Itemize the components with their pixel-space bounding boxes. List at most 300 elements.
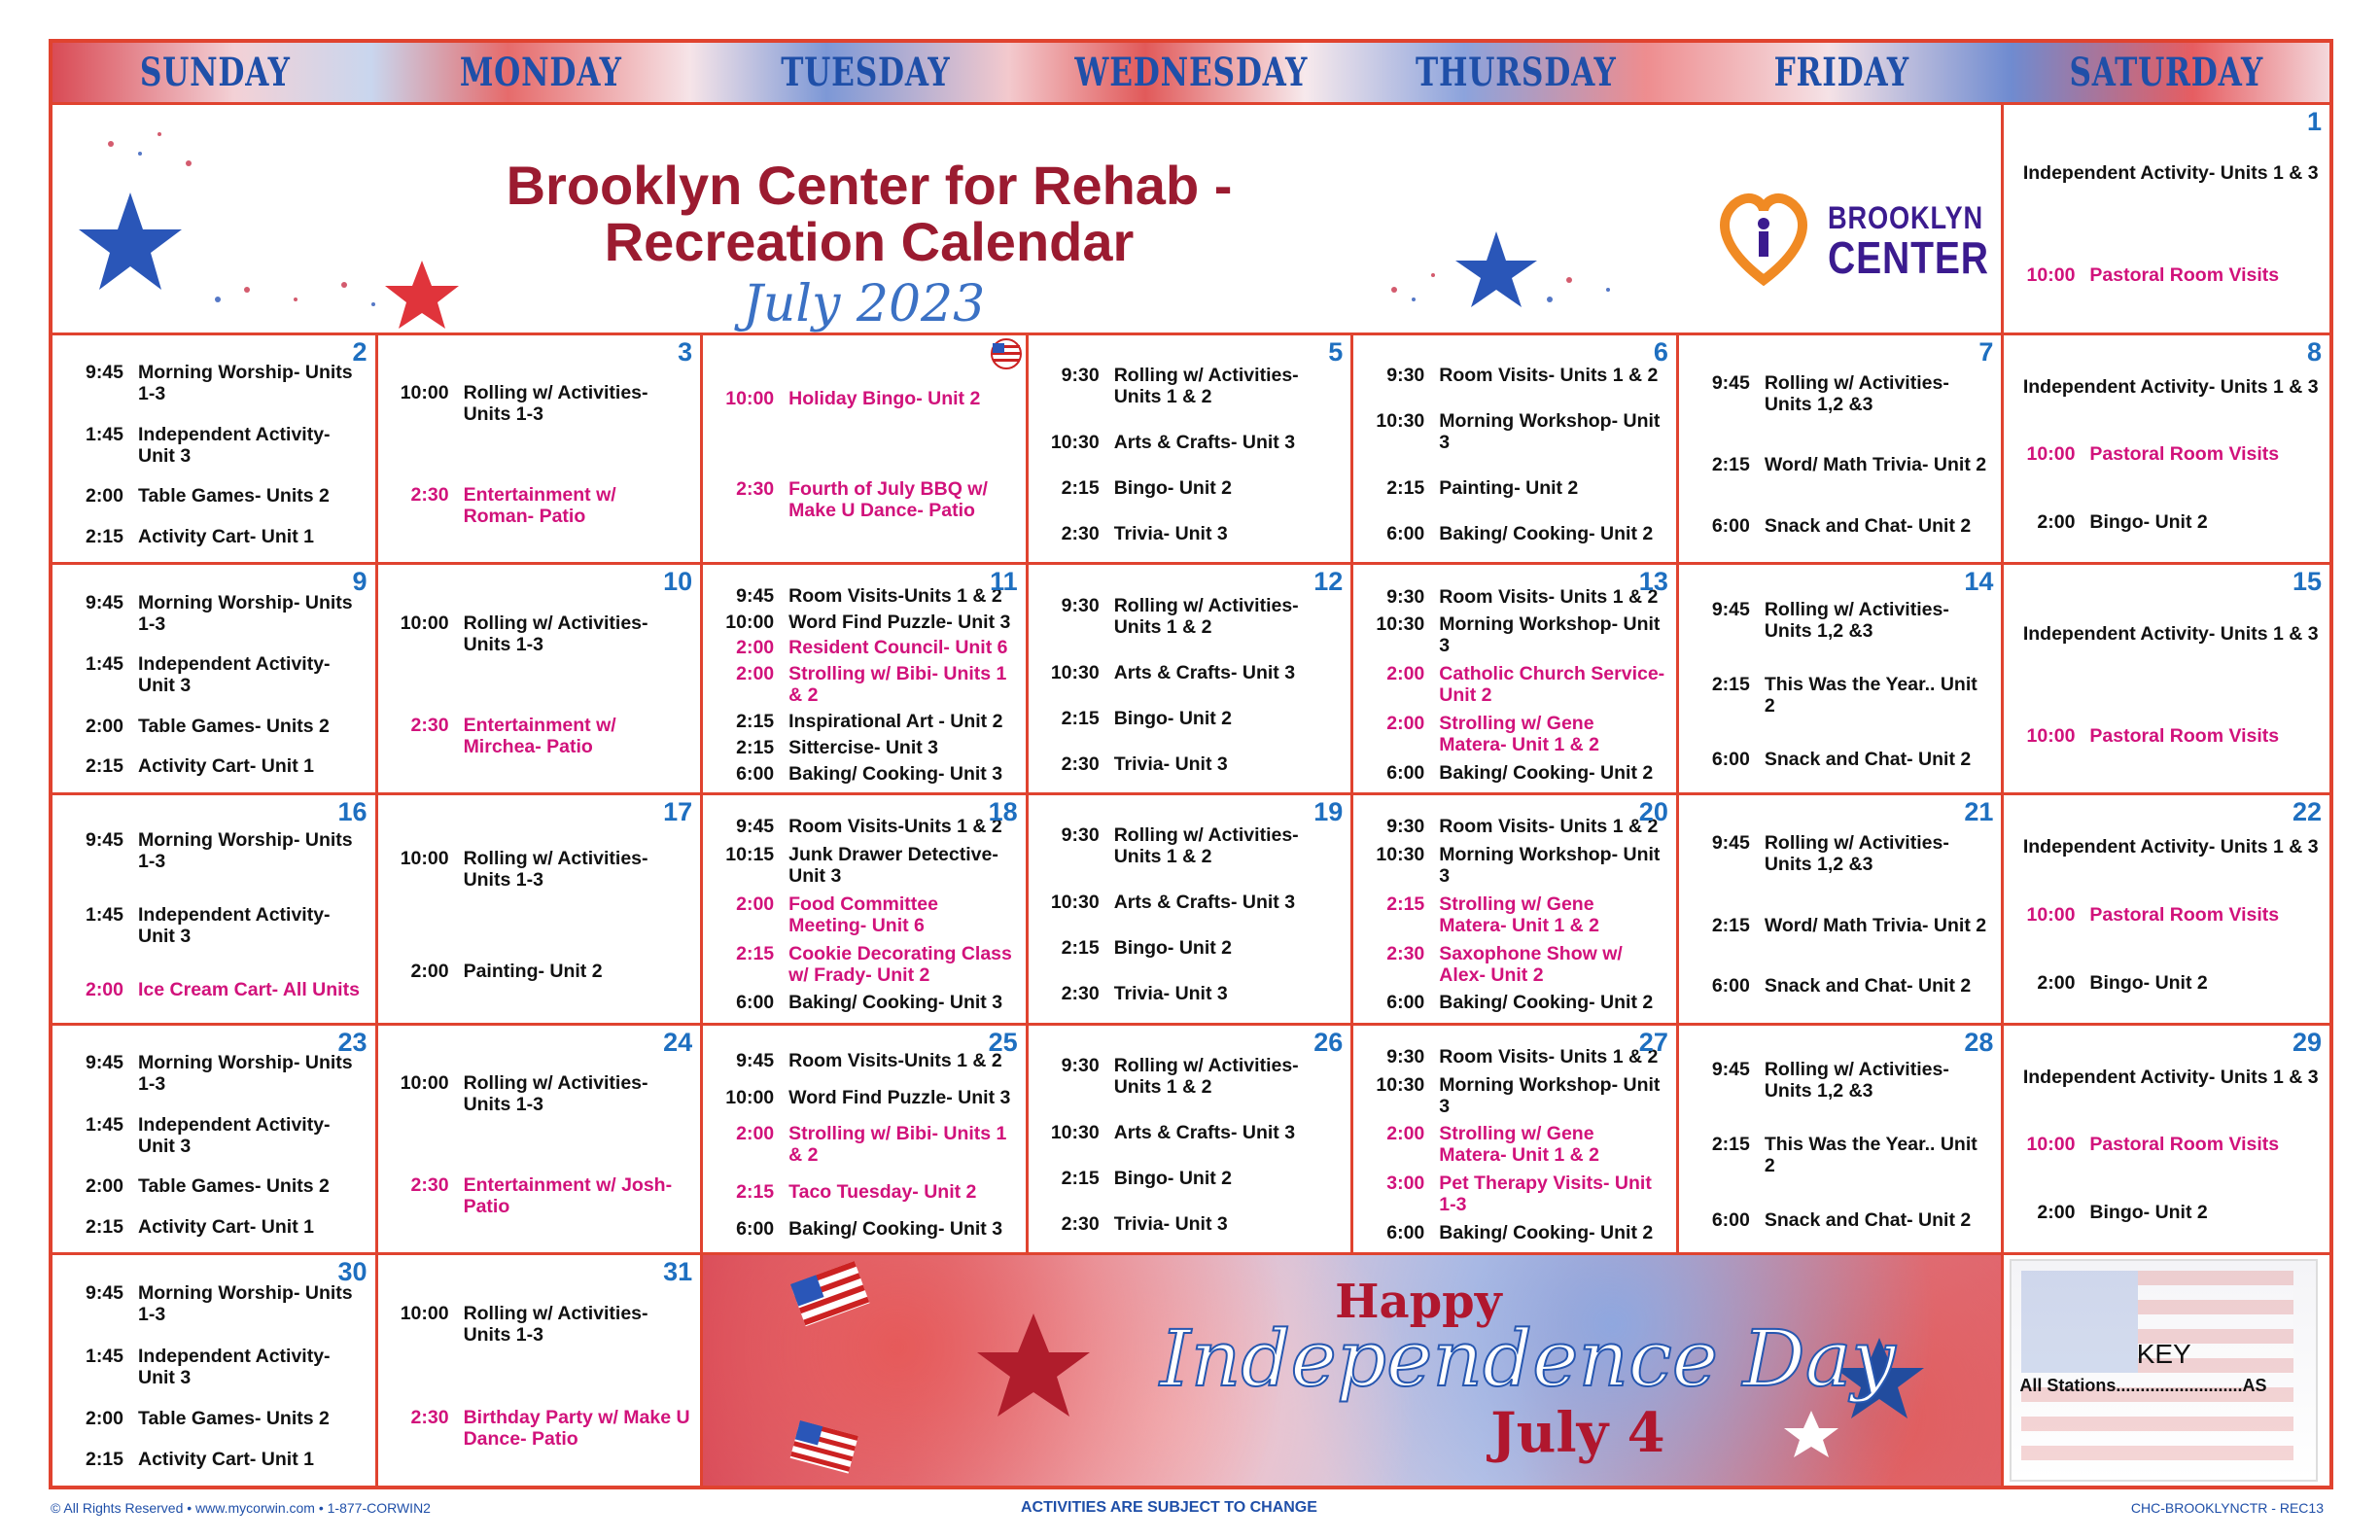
event-title: Baking/ Cooking- Unit 2: [1439, 761, 1654, 784]
event-item: [70, 653, 366, 696]
event-time: 2:15: [1061, 1167, 1100, 1189]
event-time: 9:45: [736, 584, 775, 607]
day-header-sunday: SUNDAY: [139, 50, 291, 95]
event-item: [1371, 1074, 1666, 1117]
day-header-monday: MONDAY: [459, 50, 622, 95]
day-header-friday: FRIDAY: [1773, 50, 1909, 95]
event-time: 10:00: [2026, 724, 2076, 747]
day-cell: [1353, 565, 1679, 795]
event-title: Taco Tuesday- Unit 2: [788, 1181, 977, 1204]
event-item: [1371, 992, 1666, 1013]
event-time: 9:30: [1386, 816, 1425, 838]
event-item: [1697, 599, 1992, 642]
event-time: 2:00: [2037, 971, 2076, 994]
event-item: [1046, 753, 1342, 775]
event-time: 6:00: [736, 1217, 775, 1240]
day-header-saturday: SATURDAY: [2069, 50, 2264, 95]
day-cell: [2004, 105, 2329, 335]
event-time: 9:30: [1061, 365, 1100, 387]
day-cell: [2004, 1026, 2329, 1256]
event-time: 2:15: [85, 1215, 123, 1238]
event-time: 2:30: [1061, 752, 1100, 775]
day-cell: [52, 795, 378, 1026]
event-item: [1371, 523, 1666, 544]
event-item: [70, 526, 366, 547]
event-title: Fourth of July BBQ w/ Make U Dance- Patio: [788, 478, 988, 522]
day-number: 24: [663, 1027, 693, 1057]
event-item: [1371, 613, 1666, 656]
event-item: [2021, 162, 2320, 184]
event-item: [1371, 586, 1666, 608]
day-number: 7: [1978, 336, 1994, 367]
event-title: Pastoral Room Visits: [2089, 264, 2280, 287]
event-title: Morning Worship- Units 1-3: [138, 1282, 353, 1326]
day-number: 16: [337, 797, 368, 826]
event-item: [720, 711, 1016, 732]
event-item: [70, 904, 366, 947]
event-title: Baking/ Cooking- Unit 2: [1439, 992, 1654, 1014]
footer-copyright: © All Rights Reserved • www.mycorwin.com • 1-877-CORWIN2: [51, 1500, 431, 1516]
event-title: Trivia- Unit 3: [1113, 752, 1228, 775]
event-title: Independent Activity- Unit 3: [138, 423, 331, 467]
event-item: [720, 1123, 1016, 1166]
event-time: 2:00: [85, 1407, 123, 1429]
event-time: 2:00: [85, 485, 123, 508]
event-time: 2:00: [1386, 663, 1425, 685]
event-title: Arts & Crafts- Unit 3: [1113, 1122, 1296, 1144]
event-time: 9:30: [1061, 594, 1100, 616]
day-number: 18: [988, 797, 1018, 826]
event-item: [70, 1449, 366, 1470]
banner-date: July 4: [1490, 1401, 1665, 1466]
event-time: 10:15: [725, 844, 775, 866]
event-item: [70, 362, 366, 404]
event-item: [1697, 1134, 1992, 1176]
banner-independence-day: Independence Day: [1160, 1313, 1896, 1405]
event-time: 2:30: [736, 478, 775, 501]
event-time: 2:00: [85, 1175, 123, 1198]
event-title: Rolling w/ Activities- Units 1,2 &3: [1764, 371, 1949, 415]
day-number: 23: [337, 1027, 368, 1057]
event-title: Morning Workshop- Unit 3: [1439, 1073, 1661, 1117]
event-item: [2021, 725, 2320, 747]
title-banner: [52, 105, 2004, 335]
event-title: Pastoral Room Visits: [2089, 724, 2280, 747]
event-title: Room Visits-Units 1 & 2: [788, 816, 1002, 838]
event-title: Rolling w/ Activities- Units 1,2 &3: [1764, 598, 1949, 642]
event-item: [1046, 708, 1342, 729]
event-time: 2:30: [1061, 983, 1100, 1005]
event-time: 1:45: [85, 423, 123, 445]
event-title: Snack and Chat- Unit 2: [1764, 515, 1972, 538]
event-title: Room Visits-Units 1 & 2: [788, 1050, 1002, 1072]
event-title: Rolling w/ Activities- Units 1 & 2: [1113, 365, 1299, 408]
event-title: Rolling w/ Activities- Units 1-3: [463, 612, 648, 655]
event-title: Birthday Party w/ Make U Dance- Patio: [463, 1406, 690, 1450]
event-title: Rolling w/ Activities- Units 1-3: [463, 847, 648, 891]
day-cell: [378, 1255, 704, 1486]
event-item: [1697, 454, 1992, 475]
event-item: [396, 715, 691, 757]
event-time: 2:15: [736, 1181, 775, 1204]
event-title: Pet Therapy Visits- Unit 1-3: [1439, 1172, 1652, 1216]
key-title: KEY: [2136, 1339, 2191, 1370]
event-time: 9:45: [1711, 1059, 1750, 1081]
event-item: [1371, 1172, 1666, 1215]
event-title: Strolling w/ Gene Matera- Unit 1 & 2: [1439, 892, 1599, 936]
event-item: [1046, 365, 1342, 407]
event-time: 10:30: [1376, 1073, 1425, 1096]
day-number: 22: [2292, 797, 2322, 826]
event-item: [2021, 836, 2320, 858]
event-title: Independent Activity- Unit 3: [138, 653, 331, 697]
event-title: Independent Activity- Units 1 & 3: [2022, 835, 2319, 858]
key-cell: [2004, 1255, 2329, 1486]
event-item: [70, 716, 366, 737]
event-item: [1046, 662, 1342, 683]
event-time: 10:00: [400, 1303, 449, 1325]
independence-day-banner: [703, 1255, 2004, 1486]
event-time: 2:15: [736, 942, 775, 964]
event-time: 2:15: [85, 755, 123, 778]
event-title: Trivia- Unit 3: [1113, 522, 1228, 544]
day-cell: [1029, 565, 1354, 795]
event-item: [1371, 844, 1666, 887]
event-title: Room Visits- Units 1 & 2: [1439, 585, 1659, 608]
event-item: [396, 612, 691, 655]
event-time: 2:15: [1386, 892, 1425, 915]
event-time: 2:00: [1386, 1123, 1425, 1145]
event-item: [70, 1114, 366, 1157]
event-item: [2021, 1067, 2320, 1088]
logo-text-brooklyn: BROOKLYN: [1828, 200, 1983, 235]
day-number: 20: [1638, 797, 1668, 826]
day-cell: [2004, 335, 2329, 566]
event-item: [70, 1282, 366, 1325]
calendar-grid: [49, 39, 2333, 1489]
event-time: 10:30: [1376, 410, 1425, 433]
event-title: Trivia- Unit 3: [1113, 1212, 1228, 1235]
event-item: [720, 1218, 1016, 1240]
event-time: 2:15: [85, 525, 123, 547]
event-title: Bingo- Unit 2: [2089, 511, 2208, 534]
event-item: [1697, 915, 1992, 936]
event-item: [70, 1216, 366, 1238]
event-time: 2:15: [1711, 674, 1750, 696]
event-item: [70, 1175, 366, 1197]
event-item: [1046, 1055, 1342, 1098]
event-title: Food Committee Meeting- Unit 6: [788, 892, 938, 936]
event-title: Bingo- Unit 2: [2089, 971, 2208, 994]
day-cell: [378, 335, 704, 566]
day-cell: [1029, 1026, 1354, 1256]
event-title: Strolling w/ Bibi- Units 1 & 2: [788, 1123, 1007, 1167]
day-cell: [1679, 1026, 2005, 1256]
event-title: Bingo- Unit 2: [1113, 476, 1233, 499]
event-item: [2021, 511, 2320, 533]
event-time: 2:15: [1711, 914, 1750, 936]
event-time: 9:45: [85, 1282, 123, 1305]
event-time: 2:30: [410, 483, 449, 506]
event-item: [720, 1087, 1016, 1108]
event-time: 2:15: [1711, 1134, 1750, 1156]
event-item: [1046, 1168, 1342, 1189]
day-cell: [2004, 795, 2329, 1026]
event-time: 6:00: [1386, 992, 1425, 1014]
event-time: 1:45: [85, 903, 123, 926]
event-time: 2:00: [85, 979, 123, 1001]
event-item: [2021, 904, 2320, 926]
day-number: 15: [2292, 567, 2322, 597]
event-time: 9:45: [85, 362, 123, 384]
event-time: 2:15: [1061, 707, 1100, 729]
day-number: 10: [663, 567, 693, 597]
event-title: This Was the Year.. Unit 2: [1764, 674, 1978, 718]
day-cell: [1679, 335, 2005, 566]
event-title: Room Visits-Units 1 & 2: [788, 584, 1002, 607]
event-time: 2:30: [410, 714, 449, 736]
event-title: Cookie Decorating Class w/ Frady- Unit 2: [788, 942, 1012, 986]
event-item: [2021, 443, 2320, 465]
event-title: Activity Cart- Unit 1: [138, 1448, 314, 1470]
event-time: 6:00: [1386, 522, 1425, 544]
event-title: Arts & Crafts- Unit 3: [1113, 432, 1296, 454]
event-item: [2021, 972, 2320, 994]
event-title: Rolling w/ Activities- Units 1 & 2: [1113, 824, 1299, 868]
event-title: Strolling w/ Bibi- Units 1 & 2: [788, 663, 1007, 707]
event-title: Activity Cart- Unit 1: [138, 525, 314, 547]
event-time: 10:00: [400, 382, 449, 404]
event-title: Baking/ Cooking- Unit 2: [1439, 522, 1654, 544]
event-title: Junk Drawer Detective- Unit 3: [788, 844, 998, 888]
event-item: [720, 992, 1016, 1013]
event-time: 10:00: [400, 1072, 449, 1095]
day-header-thursday: THURSDAY: [1416, 50, 1617, 95]
event-time: 2:30: [1061, 1212, 1100, 1235]
event-title: Pastoral Room Visits: [2089, 1134, 2280, 1156]
day-number: 31: [663, 1257, 693, 1287]
event-item: [1371, 663, 1666, 706]
event-time: 2:15: [736, 736, 775, 758]
event-item: [720, 737, 1016, 758]
event-time: 2:30: [1061, 522, 1100, 544]
flag-circle-icon: [987, 337, 1026, 370]
event-item: [70, 424, 366, 467]
event-time: 2:00: [736, 1123, 775, 1145]
event-time: 2:00: [2037, 1202, 2076, 1224]
event-time: 2:00: [2037, 511, 2076, 534]
event-time: 9:45: [736, 816, 775, 838]
event-item: [396, 848, 691, 891]
event-item: [2021, 623, 2320, 645]
event-time: 9:45: [1711, 832, 1750, 855]
day-header-wednesday: WEDNESDAY: [1074, 50, 1308, 95]
event-title: Word Find Puzzle- Unit 3: [788, 611, 1011, 633]
event-time: 10:30: [1050, 661, 1100, 683]
event-time: 9:45: [1711, 371, 1750, 394]
day-cell: [1353, 795, 1679, 1026]
day-cell: [703, 1026, 1029, 1256]
event-item: [396, 1407, 691, 1450]
event-time: 9:45: [85, 1052, 123, 1074]
event-title: Table Games- Units 2: [138, 1175, 330, 1198]
event-title: Morning Worship- Units 1-3: [138, 828, 353, 872]
event-title: Word/ Math Trivia- Unit 2: [1764, 914, 1987, 936]
event-title: Strolling w/ Gene Matera- Unit 1 & 2: [1439, 1123, 1599, 1167]
event-item: [720, 388, 1016, 409]
event-time: 10:00: [2026, 443, 2076, 466]
event-title: Rolling w/ Activities- Units 1 & 2: [1113, 1055, 1299, 1099]
day-cell: [52, 1026, 378, 1256]
event-time: 6:00: [736, 762, 775, 785]
event-item: [396, 1303, 691, 1346]
event-item: [720, 816, 1016, 837]
event-item: [2021, 376, 2320, 398]
event-item: [70, 979, 366, 1000]
day-number: 12: [1313, 567, 1344, 597]
event-item: [2021, 264, 2320, 286]
event-item: [1371, 816, 1666, 837]
event-title: Entertainment w/ Josh- Patio: [463, 1173, 673, 1217]
event-time: 10:00: [2026, 903, 2076, 926]
day-number: 28: [1964, 1027, 1994, 1057]
event-time: 10:00: [725, 387, 775, 409]
event-title: Baking/ Cooking- Unit 3: [788, 1217, 1003, 1240]
event-item: [396, 1072, 691, 1115]
event-time: 2:30: [1386, 942, 1425, 964]
event-item: [720, 763, 1016, 785]
event-time: 9:30: [1061, 1055, 1100, 1077]
event-time: 2:15: [736, 710, 775, 732]
event-time: 2:15: [1061, 476, 1100, 499]
day-number: 5: [1328, 336, 1344, 367]
event-item: [1697, 1059, 1992, 1102]
event-item: [2021, 1202, 2320, 1223]
event-time: 2:00: [736, 637, 775, 659]
day-number: 1: [2306, 107, 2322, 136]
event-title: Resident Council- Unit 6: [788, 637, 1008, 659]
event-time: 2:15: [1711, 454, 1750, 476]
day-cell: [1679, 795, 2005, 1026]
event-time: 2:00: [736, 663, 775, 685]
event-title: Ice Cream Cart- All Units: [138, 979, 360, 1001]
event-item: [70, 592, 366, 635]
banner-happy: Happy: [1335, 1275, 1502, 1330]
day-cell: [1353, 1026, 1679, 1256]
day-cell: [52, 335, 378, 566]
event-item: [1697, 1209, 1992, 1231]
event-item: [1371, 943, 1666, 986]
day-cell: [378, 1026, 704, 1256]
page-title-line1: Brooklyn Center for Rehab -: [506, 155, 1233, 216]
event-item: [1046, 477, 1342, 499]
event-item: [720, 893, 1016, 936]
event-time: 6:00: [1711, 749, 1750, 771]
event-item: [1046, 523, 1342, 544]
event-title: This Was the Year.. Unit 2: [1764, 1134, 1978, 1177]
event-item: [1371, 762, 1666, 784]
event-title: Table Games- Units 2: [138, 1407, 330, 1429]
event-title: Baking/ Cooking- Unit 3: [788, 992, 1003, 1014]
event-item: [1371, 477, 1666, 499]
event-item: [2021, 1134, 2320, 1155]
event-time: 10:00: [725, 611, 775, 633]
event-title: Table Games- Units 2: [138, 485, 330, 508]
event-time: 1:45: [85, 1113, 123, 1136]
event-title: Pastoral Room Visits: [2089, 903, 2280, 926]
logo-text-center: CENTER: [1828, 232, 1989, 283]
day-cell: [703, 795, 1029, 1026]
day-header-tuesday: TUESDAY: [781, 50, 951, 95]
event-title: Baking/ Cooking- Unit 3: [788, 762, 1003, 785]
event-item: [1697, 674, 1992, 717]
event-title: Bingo- Unit 2: [1113, 1167, 1233, 1189]
key-box: [2010, 1259, 2318, 1482]
event-time: 1:45: [85, 1345, 123, 1367]
event-item: [720, 943, 1016, 986]
event-item: [720, 1050, 1016, 1071]
event-title: Snack and Chat- Unit 2: [1764, 1208, 1972, 1231]
event-time: 10:00: [400, 847, 449, 869]
event-title: Word Find Puzzle- Unit 3: [788, 1086, 1011, 1108]
event-time: 6:00: [736, 992, 775, 1014]
event-title: Catholic Church Service- Unit 2: [1439, 663, 1665, 707]
day-number: 2: [352, 336, 368, 367]
event-title: Independent Activity- Unit 3: [138, 1345, 331, 1388]
event-item: [70, 1052, 366, 1095]
event-time: 10:30: [1050, 432, 1100, 454]
day-cell: [378, 795, 704, 1026]
event-title: Entertainment w/ Roman- Patio: [463, 483, 616, 527]
event-time: 9:30: [1386, 365, 1425, 387]
event-title: Saxophone Show w/ Alex- Unit 2: [1439, 942, 1623, 986]
day-cell: [703, 335, 1029, 566]
day-cell: [1679, 565, 2005, 795]
event-item: [720, 663, 1016, 706]
event-item: [1697, 832, 1992, 875]
event-item: [1046, 937, 1342, 959]
event-title: Morning Worship- Units 1-3: [138, 1052, 353, 1096]
event-item: [70, 829, 366, 872]
event-time: 10:30: [1050, 1122, 1100, 1144]
event-item: [70, 755, 366, 777]
event-title: Morning Workshop- Unit 3: [1439, 410, 1661, 454]
day-number: 8: [2306, 336, 2322, 367]
day-number: 29: [2292, 1027, 2322, 1057]
event-title: Painting- Unit 2: [463, 960, 603, 982]
footer-notice: ACTIVITIES ARE SUBJECT TO CHANGE: [1021, 1499, 1317, 1516]
day-cell: [378, 565, 704, 795]
event-item: [1371, 1222, 1666, 1243]
event-item: [1046, 824, 1342, 867]
event-title: Room Visits- Units 1 & 2: [1439, 816, 1659, 838]
event-title: Rolling w/ Activities- Units 1-3: [463, 382, 648, 426]
event-title: Morning Workshop- Unit 3: [1439, 613, 1661, 657]
event-item: [1046, 432, 1342, 453]
event-item: [1371, 410, 1666, 453]
event-title: Independent Activity- Units 1 & 3: [2022, 1066, 2319, 1088]
event-time: 2:00: [85, 715, 123, 737]
event-item: [1371, 1123, 1666, 1166]
event-title: Holiday Bingo- Unit 2: [788, 387, 981, 409]
footer-code: CHC-BROOKLYNCTR - REC13: [2130, 1500, 2324, 1516]
event-item: [720, 844, 1016, 887]
event-time: 10:00: [400, 612, 449, 634]
event-title: Snack and Chat- Unit 2: [1764, 749, 1972, 771]
event-item: [720, 585, 1016, 607]
event-item: [70, 1346, 366, 1388]
month-label: July 2023: [743, 275, 986, 333]
